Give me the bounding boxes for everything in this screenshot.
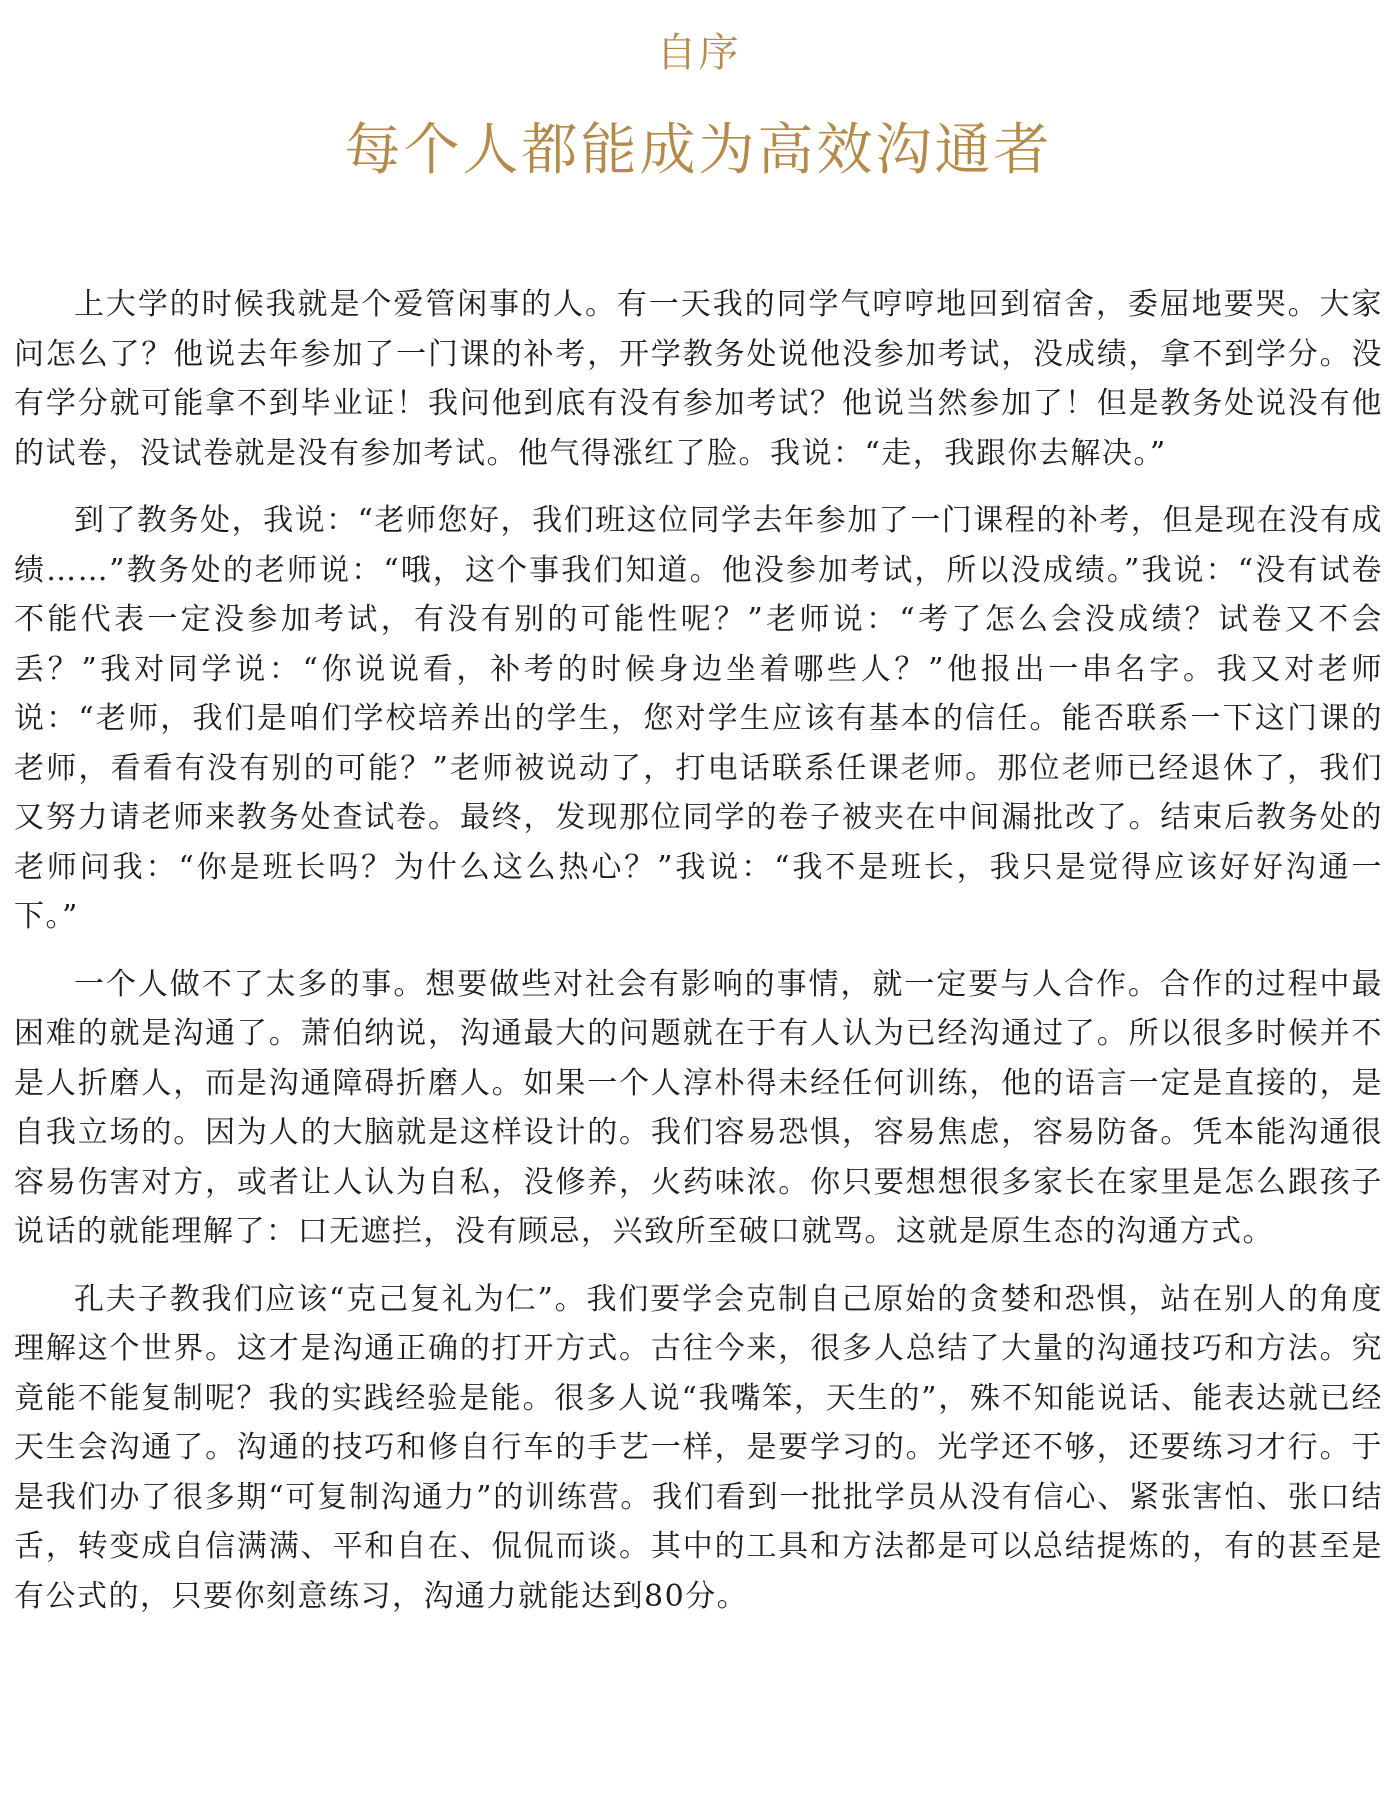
paragraph-2: 到了教务处，我说：“老师您好，我们班这位同学去年参加了一门课程的补考，但是现在没有成绩……”教务处的老师说：“哦，这个事我们知道。他没参加考试，所以没成绩。”我说：“没有试卷不能代表一定没参加考试，有没有别的可能性呢？”老师说：“考了怎么会没成绩？试卷又不会丢？”我对同学说：“你说说看，补考的时候身边坐着哪些人？”他报出一串名字。我又对老师说：“老师，我们是咱们学校培养出的学生，您对学生应该有基本的信任。能否联系一下这门课的老师，看看有没有别的可能？”老师被说动了，打电话联系任课老师。那位老师已经退休了，我们又努力请老师来教务处查试卷。最终，发现那位同学的卷子被夹在中间漏批改了。结束后教务处的老师问我：“你是班长吗？为什么这么热心？”我说：“我不是班长，我只是觉得应该好好沟通一下。” xyxy=(14,503,1383,934)
paragraph-3: 一个人做不了太多的事。想要做些对社会有影响的事情，就一定要与人合作。合作的过程中最困难的就是沟通了。萧伯纳说，沟通最大的问题就在于有人认为已经沟通过了。所以很多时候并不是人折磨人，而是沟通障碍折磨人。如果一个人淳朴得未经任何训练，他的语言一定是直接的，是自我立场的。因为人的大脑就是这样设计的。我们容易恐惧，容易焦虑，容易防备。凭本能沟通很容易伤害对方，或者让人认为自私，没修养，火药味浓。你只要想想很多家长在家里是怎么跟孩子说话的就能理解了：口无遮拦，没有顾忌，兴致所至破口就骂。这就是原生态的沟通方式。 xyxy=(14,966,1383,1249)
body-text xyxy=(14,280,1383,1621)
chapter-header xyxy=(14,28,1383,184)
chapter-subtitle: 自序 xyxy=(656,30,741,76)
paragraph-4: 孔夫子教我们应该“克己复礼为仁”。我们要学会克制自己原始的贪婪和恐惧，站在别人的角度理解这个世界。这才是沟通正确的打开方式。古往今来，很多人总结了大量的沟通技巧和方法。究竟能不能复制呢？我的实践经验是能。很多人说“我嘴笨，天生的”，殊不知能说话、能表达就已经天生会沟通了。沟通的技巧和修自行车的手艺一样，是要学习的。光学还不够，还要练习才行。于是我们办了很多期“可复制沟通力”的训练营。我们看到一批批学员从没有信心、紧张害怕、张口结舌，转变成自信满满、平和自在、侃侃而谈。其中的工具和方法都是可以总结提炼的，有的甚至是有公式的，只要你刻意练习，沟通力就能达到80分。 xyxy=(14,1281,1383,1614)
chapter-title: 每个人都能成为高效沟通者 xyxy=(344,118,1053,183)
paragraph-1: 上大学的时候我就是个爱管闲事的人。有一天我的同学气哼哼地回到宿舍，委屈地要哭。大家问怎么了？他说去年参加了一门课的补考，开学教务处说他没参加考试，没成绩，拿不到学分。没有学分就可能拿不到毕业证！我问他到底有没有参加考试？他说当然参加了！但是教务处说没有他的试卷，没试卷就是没有参加考试。他气得涨红了脸。我说：“走，我跟你去解决。” xyxy=(14,287,1383,471)
